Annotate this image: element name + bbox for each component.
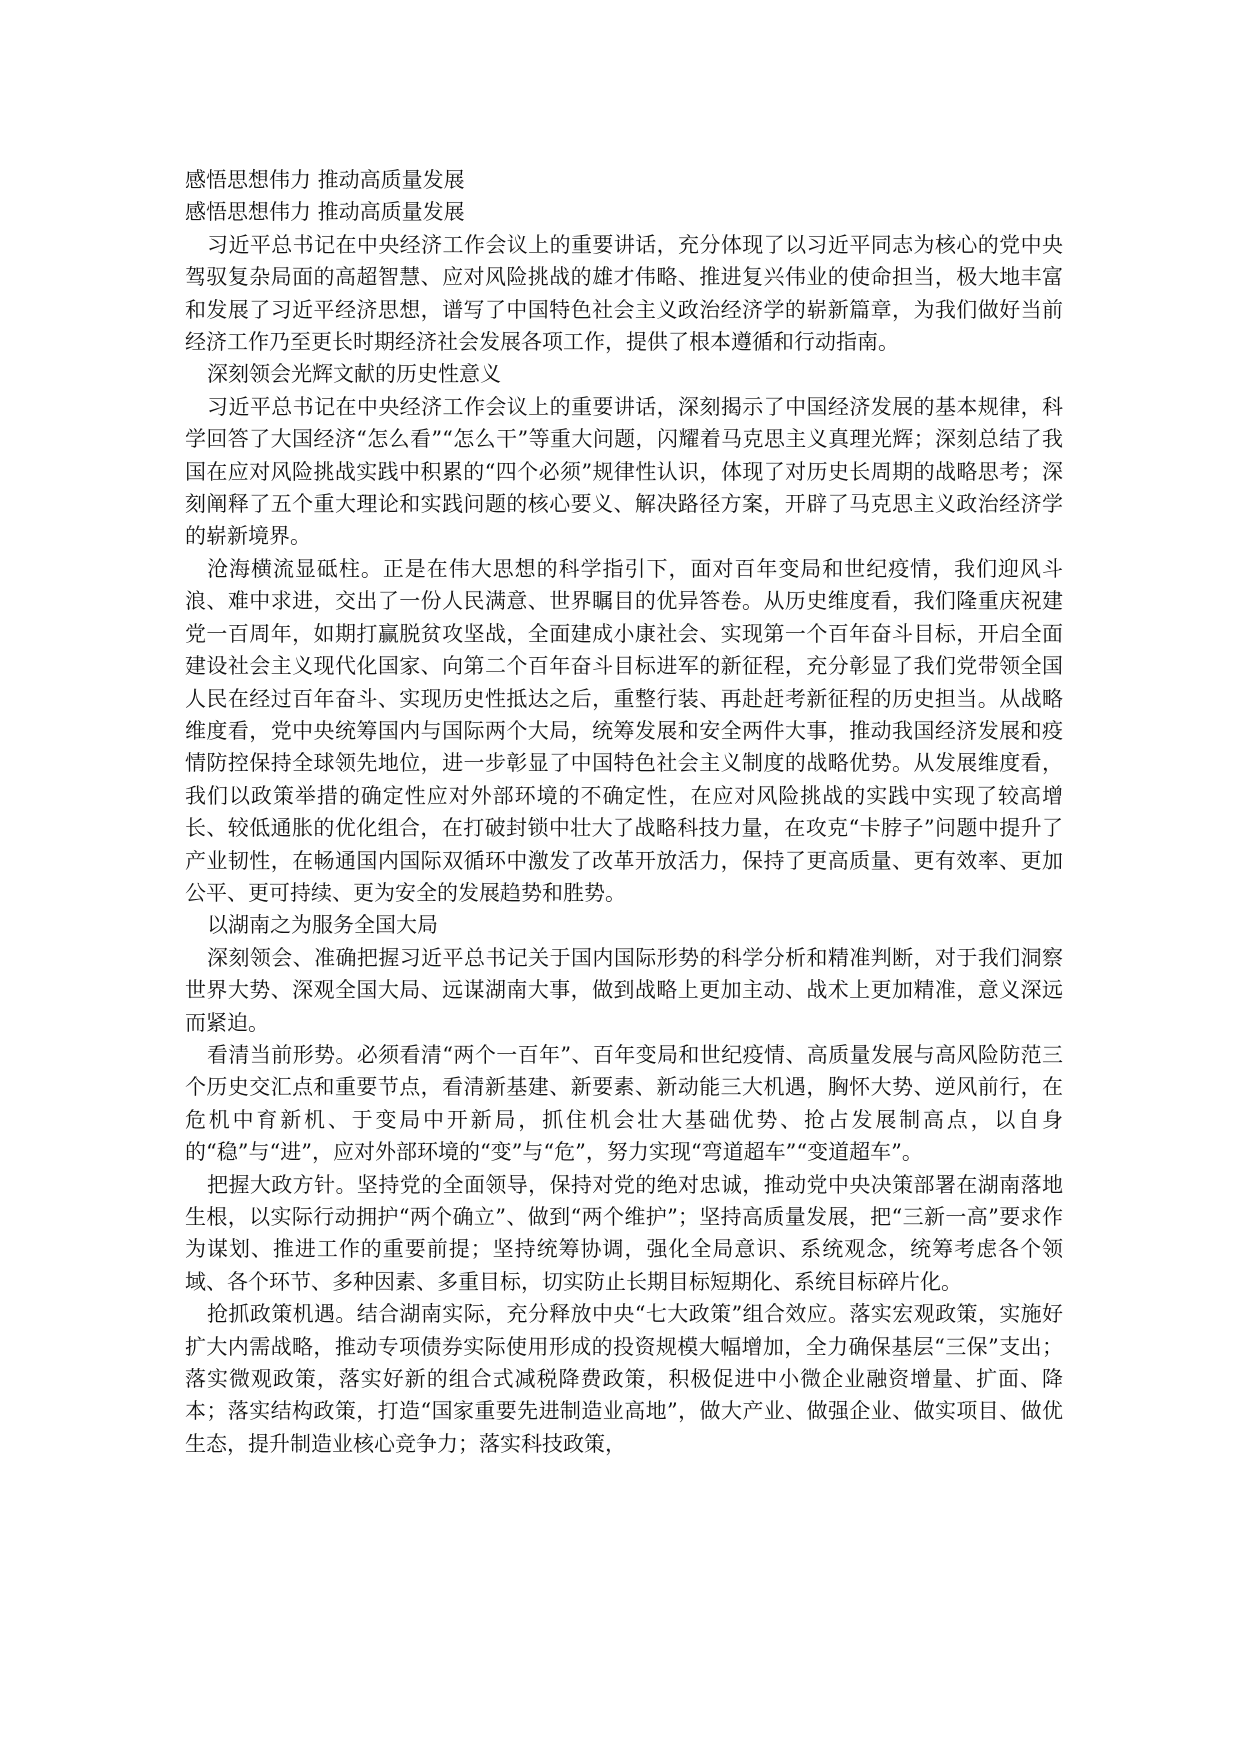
paragraph: 习近平总书记在中央经济工作会议上的重要讲话，充分体现了以习近平同志为核心的党中央驾驭复杂局面的高超智慧、应对风险挑战的雄才伟略、推进复兴伟业的使命担当，极大地丰富和发展了习近平经济思想，谱写了中国特色社会主义政治经济学的崭新篇章，为我们做好当前经济工作乃至更长时期经济社会发展各项工作，提供了根本遵循和行动指南。 <box>185 232 1063 355</box>
document-subtitle: 感悟思想伟力 推动高质量发展 <box>185 200 465 225</box>
paragraph: 把握大政方针。坚持党的全面领导，保持对党的绝对忠诚，推动党中央决策部署在湖南落地生根，以实际行动拥护“两个确立”、做到“两个维护”；坚持高质量发展，把“三新一高”要求作为谋划、推进工作的重要前提；坚持统筹协调，强化全局意识、系统观念，统筹考虑各个领域、各个环节、多种因素、多重目标，切实防止长期目标短期化、系统目标碎片化。 <box>185 1172 1063 1294</box>
paragraph: 抢抓政策机遇。结合湖南实际，充分释放中央“七大政策”组合效应。落实宏观政策，实施好扩大内需战略，推动专项债券实际使用形成的投资规模大幅增加，全力确保基层“三保”支出；落实微观政策，落实好新的组合式减税降费政策，积极促进中小微企业融资增量、扩面、降本；落实结构政策，打造“国家重要先进制造业高地”，做大产业、做强企业、做实项目、做优生态，提升制造业核心竞争力；落实科技政策， <box>185 1302 1063 1456</box>
paragraph: 习近平总书记在中央经济工作会议上的重要讲话，深刻揭示了中国经济发展的基本规律，科学回答了大国经济“怎么看”“怎么干”等重大问题，闪耀着马克思主义真理光辉；深刻总结了我国在应对风险挑战实践中积累的“四个必须”规律性认识，体现了对历史长周期的战略思考；深刻阐释了五个重大理论和实践问题的核心要义、解决路径方案，开辟了马克思主义政治经济学的崭新境界。 <box>185 394 1063 549</box>
section-heading: 以湖南之为服务全国大局 <box>207 913 439 938</box>
paragraph: 深刻领会、准确把握习近平总书记关于国内国际形势的科学分析和精准判断，对于我们洞察世界大势、深观全国大局、远谋湖南大事，做到战略上更加主动、战术上更加精准，意义深远而紧迫。 <box>185 945 1063 1035</box>
document-title: 感悟思想伟力 推动高质量发展 <box>185 168 465 192</box>
paragraph: 看清当前形势。必须看清“两个一百年”、百年变局和世纪疫情、高质量发展与高风险防范三个历史交汇点和重要节点，看清新基建、新要素、新动能三大机遇，胸怀大势、逆风前行，在危机中育新机、于变局中开新局，抓住机会壮大基础优势、抢占发展制高点，以自身的“稳”与“进”，应对外部环境的“变”与“危”，努力实现“弯道超车”“变道超车”。 <box>185 1042 1063 1165</box>
document-body <box>185 164 1063 1460</box>
section-heading: 深刻领会光辉文献的历史性意义 <box>207 362 502 387</box>
document-blocks <box>185 229 1063 1460</box>
paragraph: 沧海横流显砥柱。正是在伟大思想的科学指引下，面对百年变局和世纪疫情，我们迎风斗浪、难中求进，交出了一份人民满意、世界瞩目的优异答卷。从历史维度看，我们隆重庆祝建党一百周年，如期打赢脱贫攻坚战，全面建成小康社会、实现第一个百年奋斗目标，开启全面建设社会主义现代化国家、向第二个百年奋斗目标进军的新征程，充分彰显了我们党带领全国人民在经过百年奋斗、实现历史性抵达之后，重整行装、再赴赶考新征程的历史担当。从战略维度看，党中央统筹国内与国际两个大局，统筹发展和安全两件大事，推动我国经济发展和疫情防控保持全球领先地位，进一步彰显了中国特色社会主义制度的战略优势。从发展维度看，我们以政策举措的确定性应对外部环境的不确定性，在应对风险挑战的实践中实现了较高增长、较低通胀的优化组合，在打破封锁中壮大了战略科技力量，在攻克“卡脖子”问题中提升了产业韧性，在畅通国内国际双循环中激发了改革开放活力，保持了更高质量、更有效率、更加公平、更可持续、更为安全的发展趋势和胜势。 <box>185 556 1063 905</box>
